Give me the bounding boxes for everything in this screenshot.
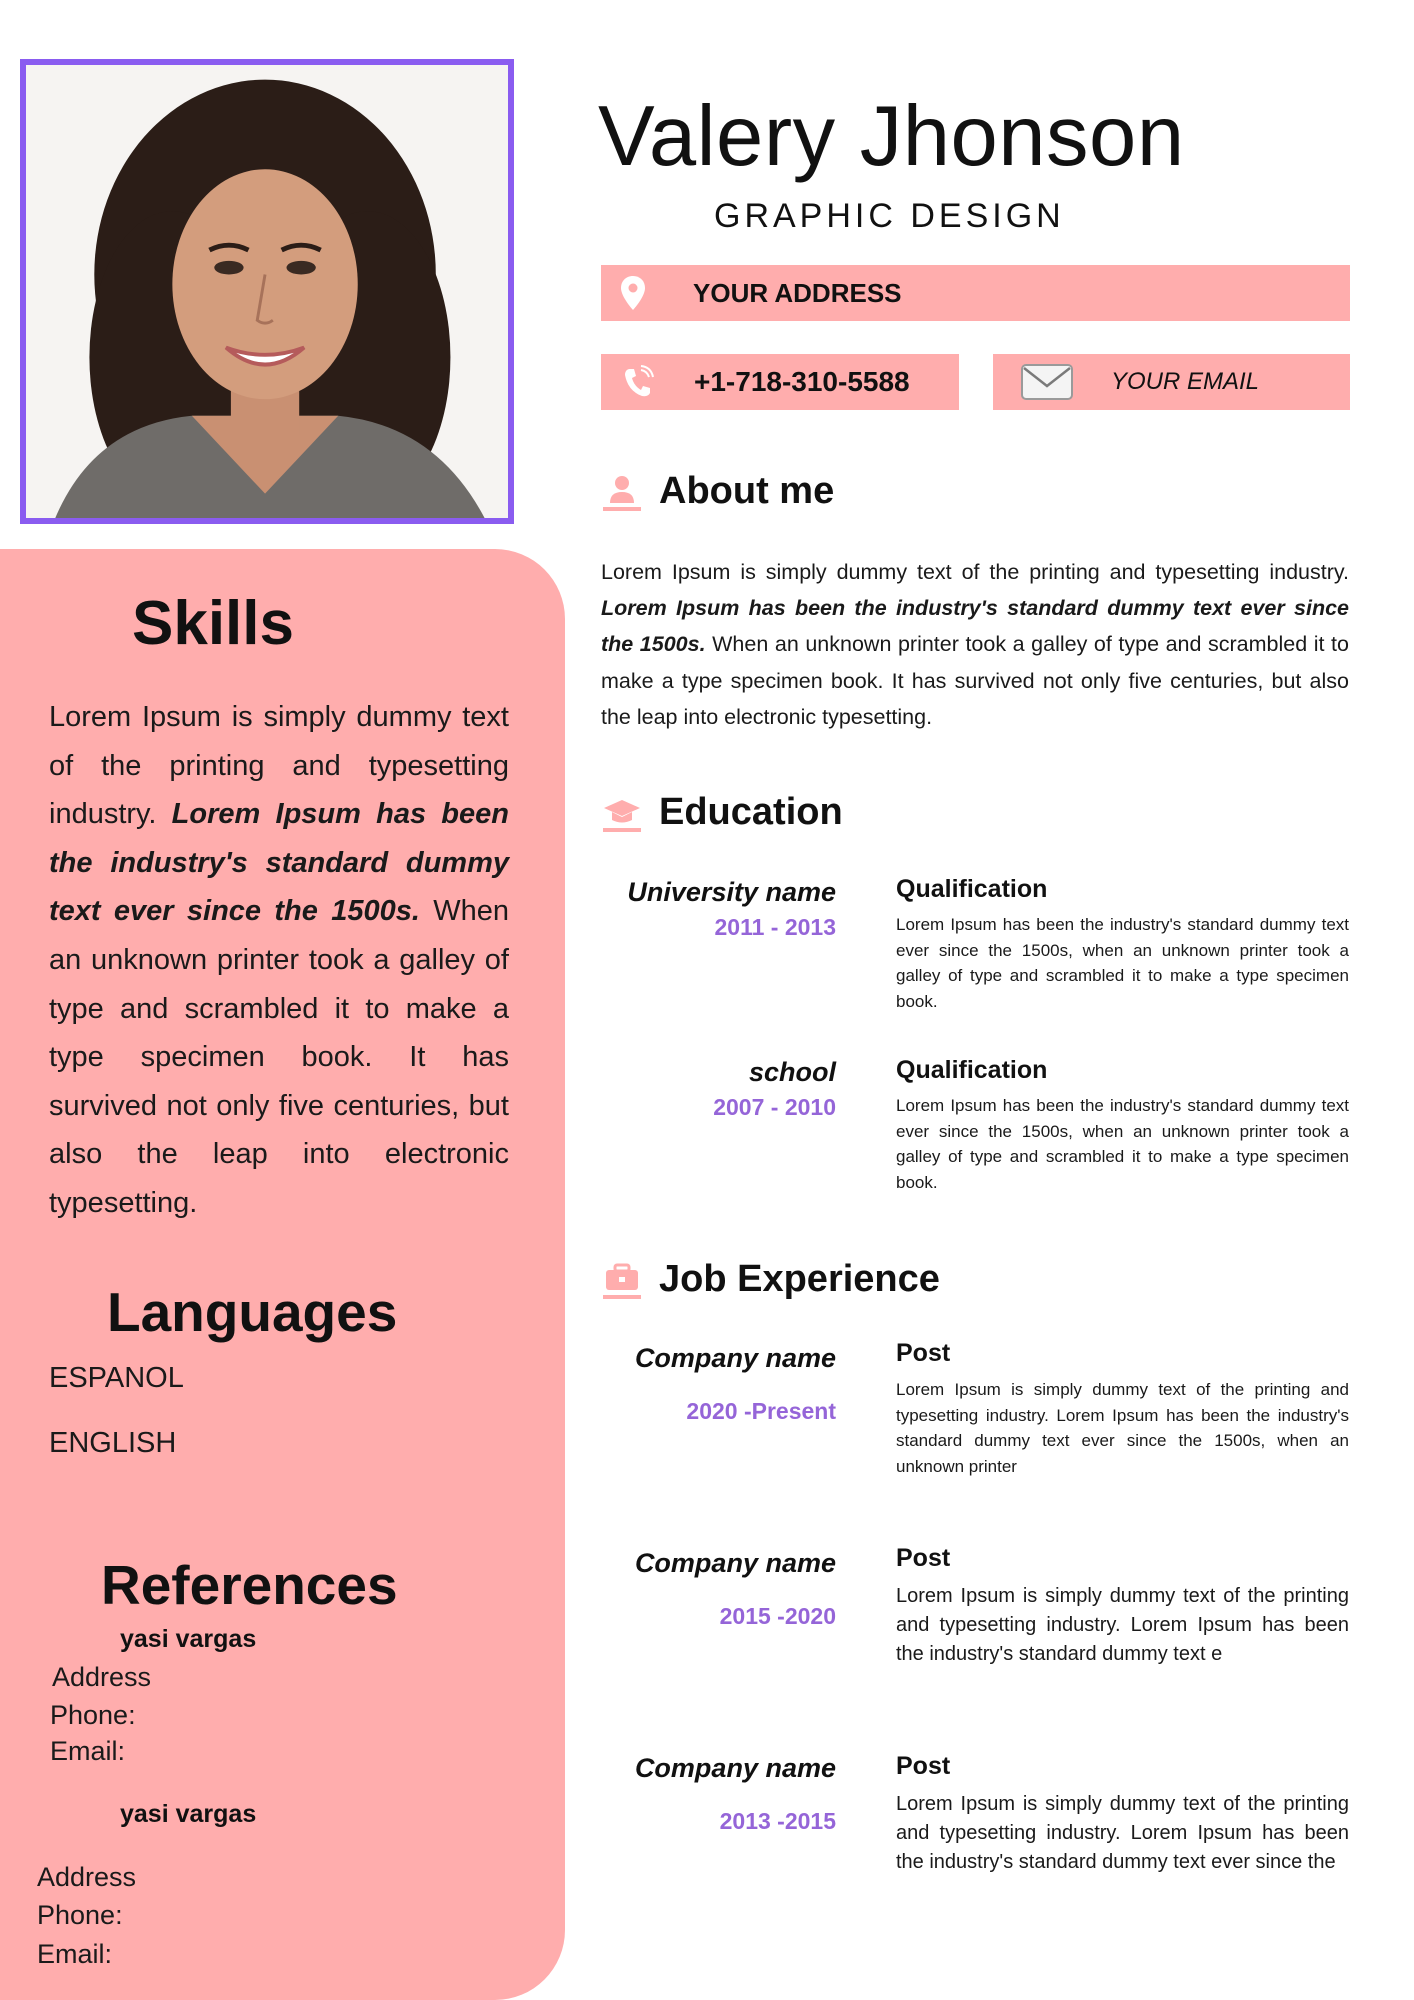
- reference-address: Address: [37, 1862, 137, 1892]
- briefcase-icon: [601, 1259, 643, 1301]
- experience-heading: [601, 1258, 940, 1301]
- address-text: YOUR ADDRESS: [693, 277, 902, 308]
- phone-icon: [601, 354, 675, 410]
- skills-text-part: Lorem Ipsum is simply dummy text of the printing and typesetting industry.: [49, 701, 509, 831]
- education-years: 2007 - 2010: [713, 1094, 836, 1120]
- experience-entry-right: [896, 1544, 1349, 1669]
- education-heading: [601, 791, 843, 834]
- language-item: ESPANOL: [49, 1362, 184, 1394]
- experience-title: Job Experience: [659, 1258, 940, 1300]
- graduation-cap-icon: [601, 792, 643, 834]
- profile-photo: [20, 59, 514, 524]
- post-text: Lorem Ipsum is simply dummy text of the printing and typesetting industry. Lorem Ipsum has been the industry's standard dummy text e: [896, 1585, 1349, 1665]
- about-text: [601, 554, 1349, 735]
- skills-heading: Skills: [132, 589, 294, 658]
- about-heading: [601, 470, 834, 513]
- phone-text: +1-718-310-5588: [694, 366, 910, 397]
- qualification-text: Lorem Ipsum has been the industry's standard dummy text ever since the 1500s, when an unknown printer took a galley of type and scrambled it to make a type specimen book.: [896, 1096, 1349, 1192]
- education-title: Education: [659, 791, 843, 833]
- user-icon: [601, 471, 643, 513]
- skills-text-part: When an unknown printer took a galley of type and scrambled it to make a type specimen book. It has survived not only five centuries, but also the leap into electronic typesetting.: [49, 895, 509, 1219]
- reference-email: Email:: [37, 1939, 113, 1969]
- address-bar: [601, 265, 1350, 321]
- experience-entry-left: [596, 1753, 836, 1835]
- company-name: Company name: [634, 1548, 836, 1578]
- job-years: 2013 -2015: [719, 1808, 836, 1834]
- education-entry-right: [896, 1056, 1349, 1195]
- skills-text-emphasis: Lorem Ipsum has been the industry's standard dummy text ever since the 1500s.: [49, 798, 509, 928]
- qualification-title: Qualification: [896, 1056, 1048, 1084]
- experience-entry-left: [596, 1548, 836, 1630]
- post-text: Lorem Ipsum is simply dummy text of the printing and typesetting industry. Lorem Ipsum has been the industry's standard dummy text ever since the: [896, 1793, 1349, 1873]
- education-entry-left: [596, 1057, 836, 1121]
- envelope-icon: [1007, 354, 1087, 410]
- location-pin-icon: [601, 265, 665, 321]
- about-text-part: When an unknown printer took a galley of type and scrambled it to make a type specimen book. It has survived not only five centuries, but also the leap into electronic typesetting.: [601, 632, 1349, 729]
- candidate-role: GRAPHIC DESIGN: [714, 197, 1065, 235]
- education-entry-right: [896, 875, 1349, 1014]
- about-text-part: Lorem Ipsum is simply dummy text of the printing and typesetting industry.: [601, 560, 1349, 584]
- post-title: Post: [896, 1752, 951, 1780]
- candidate-name: Valery Jhonson: [598, 89, 1185, 184]
- portrait-image: [26, 65, 508, 518]
- email-text: YOUR EMAIL: [1111, 368, 1260, 395]
- languages-heading: Languages: [107, 1281, 398, 1343]
- references-heading: References: [101, 1554, 398, 1616]
- company-name: Company name: [634, 1343, 836, 1373]
- about-text-emphasis: Lorem Ipsum has been the industry's standard dummy text ever since the 1500s.: [601, 596, 1349, 657]
- institution-name: University name: [627, 877, 836, 907]
- education-years: 2011 - 2013: [714, 914, 836, 940]
- language-item: ENGLISH: [49, 1427, 177, 1459]
- qualification-text: Lorem Ipsum has been the industry's standard dummy text ever since the 1500s, when an unknown printer took a galley of type and scrambled it to make a type specimen book.: [896, 915, 1349, 1011]
- job-years: 2015 -2020: [719, 1603, 836, 1629]
- post-text: Lorem Ipsum is simply dummy text of the printing and typesetting industry. Lorem Ipsum has been the industry's standard dummy text ever since the 1500s, when an unknown printer: [896, 1380, 1349, 1476]
- qualification-title: Qualification: [896, 875, 1048, 903]
- reference-phone: Phone:: [50, 1700, 136, 1730]
- experience-entry-right: [896, 1752, 1349, 1877]
- about-title: About me: [659, 470, 835, 512]
- reference-name: yasi vargas: [120, 1800, 257, 1828]
- reference-email: Email:: [50, 1736, 126, 1766]
- reference-address: Address: [52, 1662, 152, 1692]
- reference-name: yasi vargas: [120, 1625, 257, 1653]
- skills-text: [49, 693, 509, 1228]
- email-bar: [993, 354, 1350, 410]
- phone-bar: [601, 354, 959, 410]
- company-name: Company name: [634, 1753, 836, 1783]
- education-entry-left: [596, 877, 836, 941]
- experience-entry-left: [596, 1343, 836, 1425]
- institution-name: school: [748, 1057, 836, 1087]
- post-title: Post: [896, 1544, 951, 1572]
- experience-entry-right: [896, 1339, 1349, 1479]
- reference-phone: Phone:: [37, 1900, 123, 1930]
- job-years: 2020 -Present: [686, 1398, 836, 1424]
- post-title: Post: [896, 1339, 951, 1367]
